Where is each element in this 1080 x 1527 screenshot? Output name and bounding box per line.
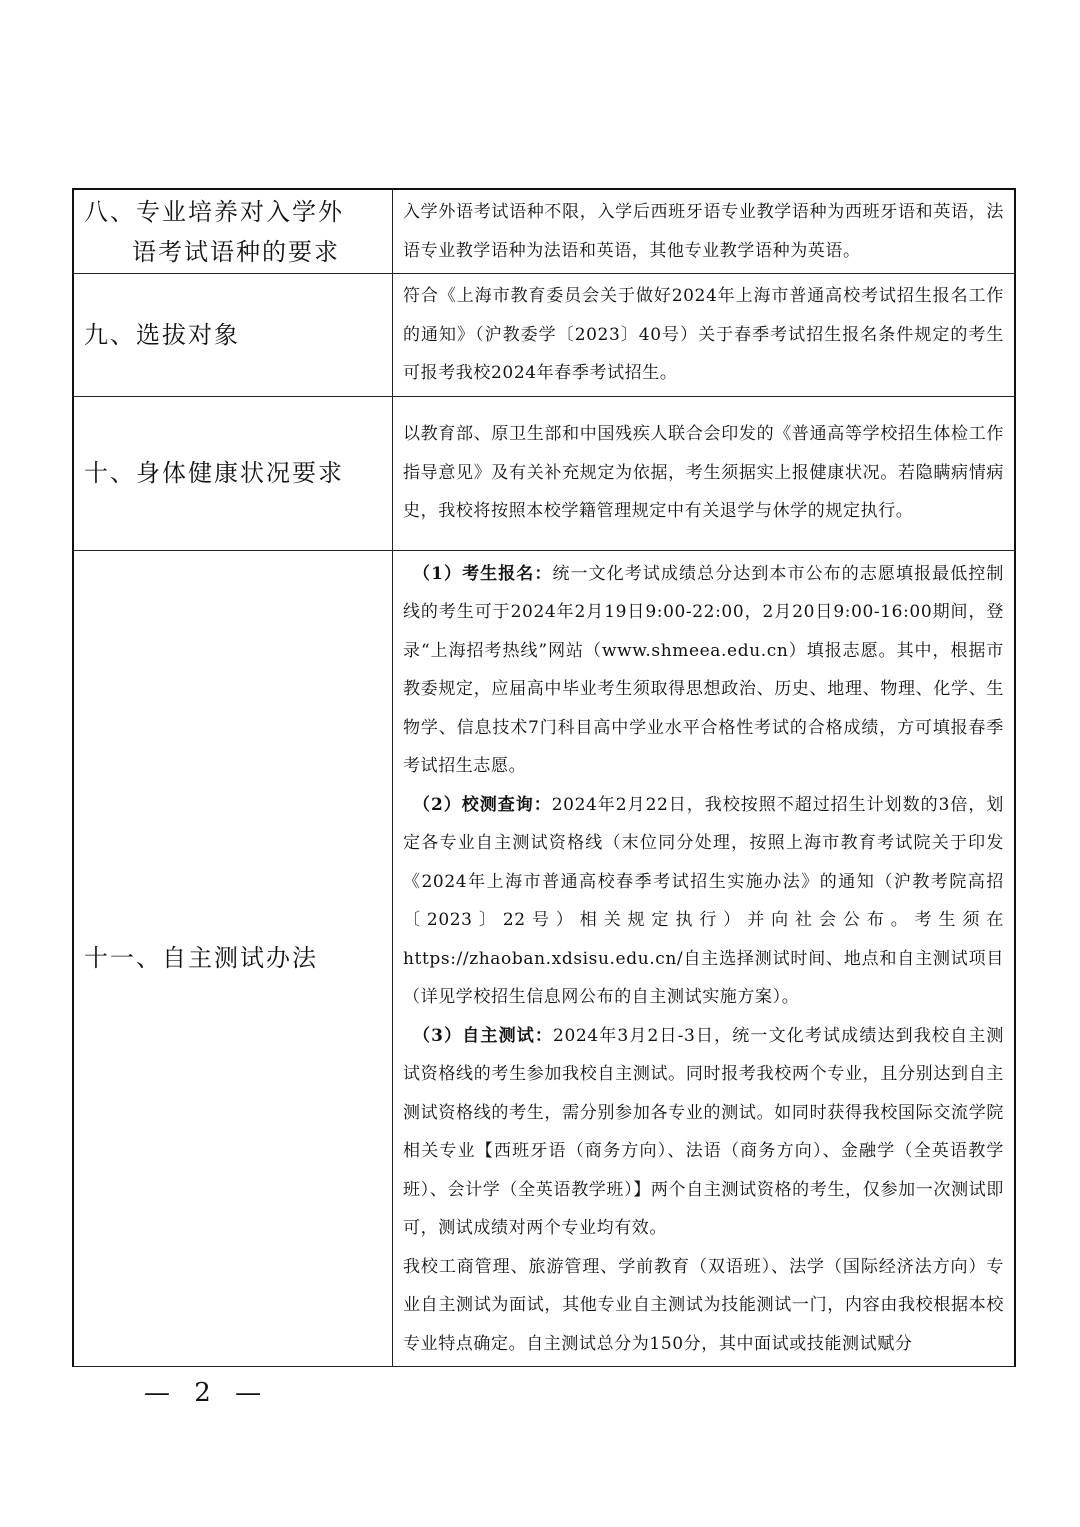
item-text: 2024年3月2日-3日，统一文化考试成绩达到我校自主测试资格线的考生参加我校自主测试。同时报考我校两个专业，且分别达到自主测试资格线的考生，需分别参加各专业的测试。如同时获得我校国际交流学院相关专业【西班牙语（商务方向）、法语（商务方向）、金融学（全英语教学班）、会计学（全英语教学班）】两个自主测试资格的考生，仅参加一次测试即可，测试成绩对两个专业均有效。: [403, 1025, 1004, 1238]
row-label: 十、身体健康状况要求: [84, 459, 344, 487]
item-heading: （1）考生报名：: [413, 563, 553, 584]
table-row: [73, 396, 1015, 550]
row-label: 十一、自主测试办法: [84, 944, 318, 973]
item-paragraph: [403, 555, 1004, 786]
row-content-cell: [393, 550, 1016, 1367]
table-row: [73, 189, 1015, 274]
row-content-cell: [393, 396, 1016, 550]
row-label-cell: [73, 550, 393, 1367]
row-content: 入学外语考试语种不限，入学后西班牙语专业教学语种为西班牙语和英语，法语专业教学语种为法语和英语，其他专业教学语种为英语。: [403, 202, 1004, 261]
row-label-line1: 八、专业培养对入学外: [84, 197, 344, 226]
row-label-cell: [73, 396, 393, 550]
row-label-cell: [73, 189, 393, 274]
item-text: 统一文化考试成绩总分达到本市公布的志愿填报最低控制线的考生可于2024年2月19日9:00-22:00，2月20日9:00-16:00期间，登录“上海招考热线”网站（www.shmeea.edu.cn）填报志愿。其中，根据市教委规定，应届高中毕业考生须取得思想政治、历史、地理、物理、化学、生物学、信息技术7门科目高中学业水平合格性考试的合格成绩，方可填报春季考试招生志愿。: [403, 563, 1004, 776]
page-number: — 2 —: [144, 1378, 270, 1408]
row-content-cell: [393, 189, 1016, 274]
item-heading: （3）自主测试：: [413, 1025, 554, 1046]
admission-rules-table: [72, 188, 1016, 1367]
item-text: 2024年2月22日，我校按照不超过招生计划数的3倍，划定各专业自主测试资格线（末位同分处理，按照上海市教育考试院关于印发《2024年上海市普通高校春季考试招生实施办法》的通知（沪教考院高招〔2023〕22号）相关规定执行）并向社会公布。考生须在https://zhaoban.xdsisu.edu.cn/自主选择测试时间、地点和自主测试项目（详见学校招生信息网公布的自主测试实施方案）。: [403, 794, 1004, 1007]
table-row: [73, 550, 1015, 1367]
row-content: [393, 551, 1014, 1367]
row-content-cell: [393, 274, 1016, 397]
row-label: 九、选拔对象: [84, 320, 240, 349]
row-label-cell: [73, 274, 393, 397]
item-heading: （2）校测查询：: [413, 794, 552, 815]
item-paragraph: [403, 1017, 1004, 1248]
row-content: 符合《上海市教育委员会关于做好2024年上海市普通高校考试招生报名工作的通知》（沪教委学〔2023〕40号）关于春季考试招生报名条件规定的考生可报考我校2024年春季考试招生。: [403, 286, 1004, 383]
item-paragraph: [403, 786, 1004, 1017]
row-label: [74, 192, 392, 272]
row-label-line2: 语考试语种的要求: [132, 237, 340, 266]
row-content: 以教育部、原卫生部和中国残疾人联合会印发的《普通高等学校招生体检工作指导意见》及有关补充规定为依据，考生须据实上报健康状况。若隐瞒病情病史，我校将按照本校学籍管理规定中有关退学与休学的规定执行。: [403, 424, 1004, 522]
extra-paragraph: 我校工商管理、旅游管理、学前教育（双语班）、法学（国际经济法方向）专业自主测试为面试，其他专业自主测试为技能测试一门，内容由我校根据本校专业特点确定。自主测试总分为150分，其中面试或技能测试赋分: [403, 1256, 1004, 1354]
table-row: [73, 274, 1015, 397]
